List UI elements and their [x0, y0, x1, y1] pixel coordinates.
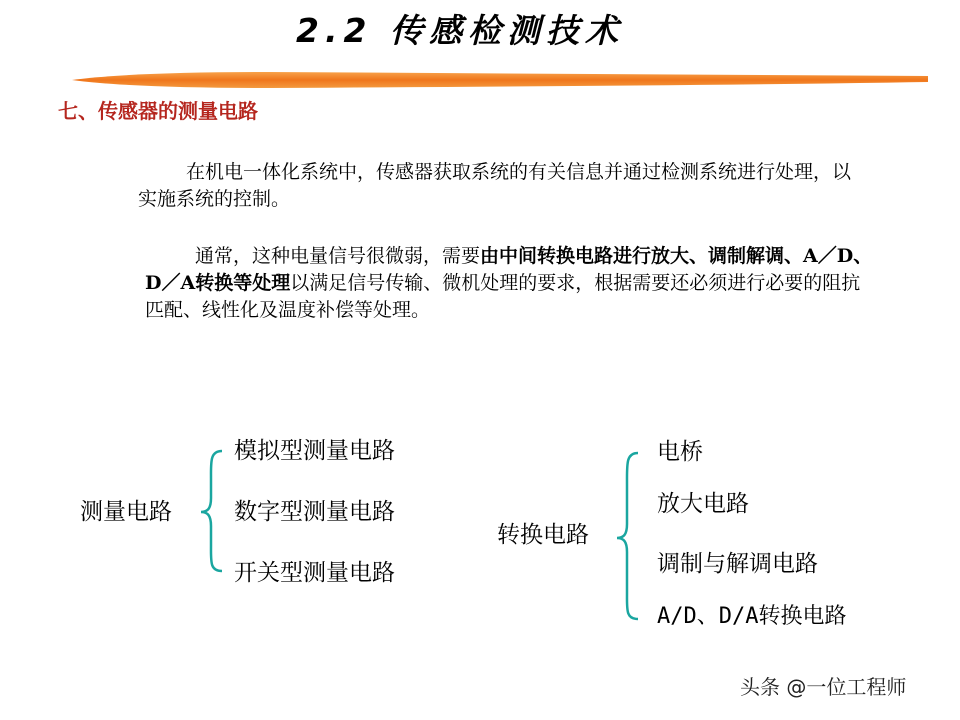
measurement-child-analog: 模拟型测量电路 — [234, 438, 395, 464]
conversion-brace-path — [617, 453, 638, 619]
conversion-child-ad-da: A/D、D/A转换电路 — [657, 604, 847, 629]
paragraph-2-text-start: 通常，这种电量信号很微弱，需要 — [195, 245, 481, 267]
paragraph-2-bold-text: 由中间转换电路进行放大、调制解调、A／D、D／A转换等处理 — [145, 245, 873, 294]
measurement-brace — [196, 448, 226, 574]
measurement-brace-path — [201, 451, 222, 571]
title-bar-shape — [72, 72, 928, 88]
conversion-child-modulation: 调制与解调电路 — [657, 551, 818, 577]
paragraph-2 — [145, 243, 875, 324]
conversion-tree-root: 转换电路 — [497, 522, 589, 548]
conversion-child-amplifier: 放大电路 — [657, 491, 749, 517]
measurement-tree-root: 测量电路 — [80, 499, 172, 525]
paragraph-2-text-end: 以满足信号传输、微机处理的要求，根据需要还必须进行必要的阻抗匹配、线性化及温度补偿等处理。 — [145, 272, 861, 321]
watermark: 头条 @一位工程师 — [740, 675, 907, 699]
slide-title: 2.2 传感检测技术 — [296, 11, 624, 50]
measurement-child-digital: 数字型测量电路 — [234, 499, 395, 525]
measurement-child-switch: 开关型测量电路 — [234, 560, 395, 586]
conversion-child-bridge: 电桥 — [657, 439, 703, 465]
title-underline-bar — [70, 70, 930, 90]
conversion-brace — [612, 450, 642, 622]
paragraph-1: 在机电一体化系统中，传感器获取系统的有关信息并通过检测系统进行处理，以实施系统的控制。 — [138, 161, 852, 210]
section-heading: 七、传感器的测量电路 — [58, 99, 258, 123]
